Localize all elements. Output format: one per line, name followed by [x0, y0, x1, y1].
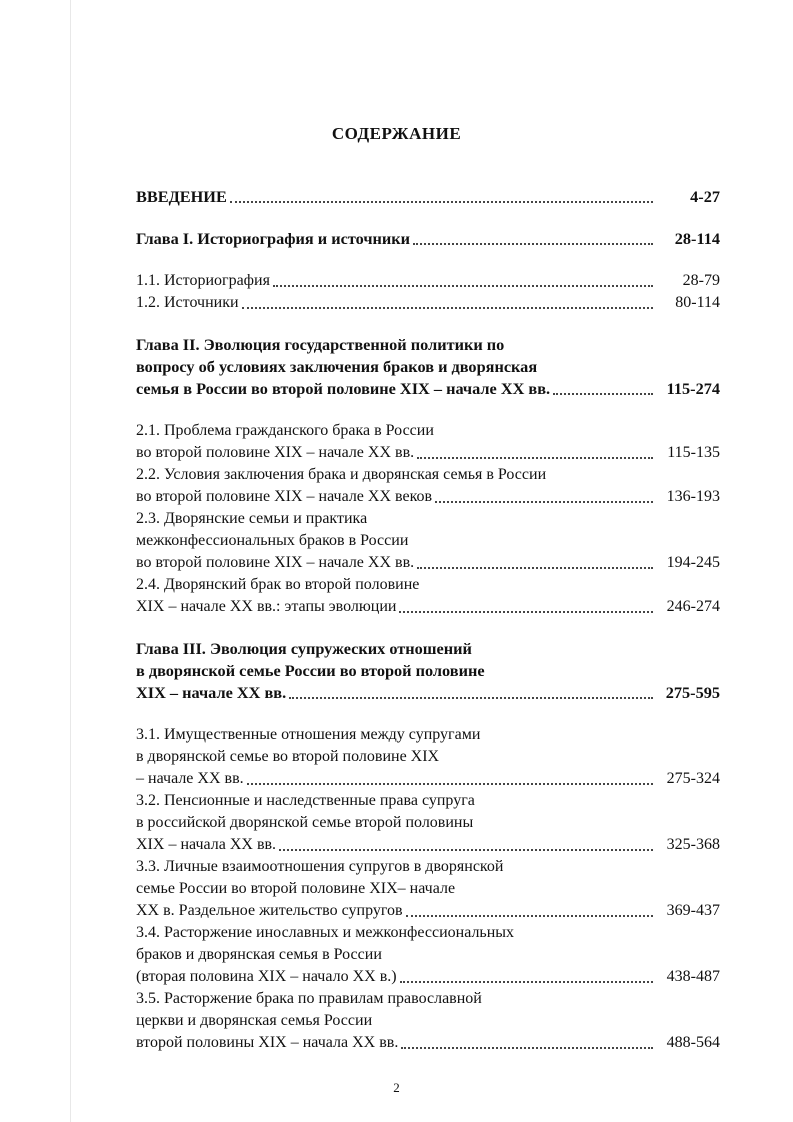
- dot-leader: [273, 285, 653, 287]
- toc-entry-line: 3.2. Пенсионные и наследственные права супруга: [136, 792, 475, 809]
- dot-leader: [417, 567, 653, 569]
- toc-entry-line: 2.2. Условия заключения брака и дворянская семья в России: [136, 466, 547, 483]
- toc-page-range: 438-487: [666, 968, 720, 985]
- toc-entry-line: Глава III. Эволюция супружеских отношений: [136, 639, 472, 658]
- page-number: 2: [393, 1080, 400, 1095]
- table-of-contents: [136, 186, 720, 1054]
- toc-page-range: 115-135: [667, 444, 720, 461]
- page-title: СОДЕРЖАНИЕ: [331, 124, 462, 143]
- dot-leader: [435, 501, 653, 503]
- toc-entry-line: семья в России во второй половине XIX – начале XX вв.: [136, 379, 551, 398]
- toc-entry-line: в российской дворянской семье второй половины: [136, 814, 474, 831]
- toc-entry-line: 2.4. Дворянский брак во второй половине: [136, 576, 420, 593]
- toc-entry-line: – начале XX вв.: [136, 770, 244, 787]
- toc-page-range: 246-274: [666, 598, 720, 615]
- toc-entry-line: браков и дворянская семья в России: [136, 946, 382, 963]
- toc-entry-line: 3.4. Расторжение инославных и межконфессиональных: [136, 924, 515, 941]
- toc-entry-section-2-1[interactable]: [136, 420, 720, 464]
- toc-entry-text: ВВЕДЕНИЕ: [136, 187, 227, 206]
- toc-entry-section-3-5[interactable]: [136, 988, 720, 1054]
- toc-entry-section-2-4[interactable]: [136, 574, 720, 618]
- dot-leader: [406, 915, 653, 917]
- toc-entry-text: Глава I. Историография и источники: [136, 229, 411, 248]
- toc-entry-line: в дворянской семье во второй половине XIX: [136, 748, 440, 765]
- dot-leader: [413, 243, 653, 245]
- toc-page-range: 80-114: [675, 294, 720, 311]
- toc-entry-line: вопросу об условиях заключения браков и дворянская: [136, 357, 538, 376]
- toc-entry-line: (вторая половина XIX – начало XX в.): [136, 968, 397, 985]
- toc-entry-line: 2.1. Проблема гражданского брака в России: [136, 422, 434, 439]
- toc-page-range: 369-437: [666, 902, 720, 919]
- toc-page-range: 28-79: [682, 272, 720, 289]
- toc-entry-line: 2.3. Дворянские семьи и практика: [136, 510, 368, 527]
- dot-leader: [400, 981, 653, 983]
- dot-leader: [242, 307, 653, 309]
- toc-entry-line: 3.1. Имущественные отношения между супругами: [136, 726, 481, 743]
- toc-entry-line: во второй половине XIX – начале XX вв.: [136, 444, 415, 461]
- toc-page-range: 275-595: [665, 683, 720, 702]
- toc-entry-chapter-1[interactable]: [136, 228, 720, 250]
- dot-leader: [401, 1047, 653, 1049]
- toc-entry-section-3-1[interactable]: [136, 724, 720, 790]
- toc-entry-line: 3.5. Расторжение брака по правилам православной: [136, 990, 482, 1007]
- toc-entry-line: церкви и дворянская семья России: [136, 1012, 373, 1029]
- toc-entry-line: второй половины XIX – начала XX вв.: [136, 1034, 399, 1051]
- dot-leader: [399, 611, 653, 613]
- toc-entry-line: XIX – начале XX вв.: [136, 683, 287, 702]
- toc-entry-chapter-3[interactable]: [136, 638, 720, 704]
- dot-leader: [417, 457, 653, 459]
- toc-entry-section-2-3[interactable]: [136, 508, 720, 574]
- toc-page-range: 488-564: [666, 1034, 720, 1051]
- page-edge-line: [70, 0, 71, 1122]
- dot-leader: [553, 393, 653, 395]
- toc-entry-section-2-2[interactable]: [136, 464, 720, 508]
- toc-entry-line: Глава II. Эволюция государственной политики по: [136, 335, 505, 354]
- dot-leader: [247, 783, 653, 785]
- toc-entry-section-1-2[interactable]: [136, 292, 720, 314]
- toc-entry-chapter-2[interactable]: [136, 334, 720, 400]
- toc-entry-line: 3.3. Личные взаимоотношения супругов в дворянской: [136, 858, 504, 875]
- toc-page-range: 136-193: [666, 488, 720, 505]
- toc-page-range: 4-27: [690, 187, 720, 206]
- toc-entry-line: во второй половине XIX – начале XX вв.: [136, 554, 415, 571]
- toc-entry-line: XX в. Раздельное жительство супругов: [136, 902, 403, 919]
- toc-entry-line: межконфессиональных браков в России: [136, 532, 409, 549]
- toc-entry-introduction[interactable]: [136, 186, 720, 208]
- toc-entry-section-1-1[interactable]: [136, 270, 720, 292]
- toc-entry-section-3-2[interactable]: [136, 790, 720, 856]
- toc-entry-text: 1.2. Источники: [136, 294, 239, 311]
- dot-leader: [279, 849, 653, 851]
- toc-entry-line: XIX – начала XX вв.: [136, 836, 277, 853]
- toc-entry-section-3-4[interactable]: [136, 922, 720, 988]
- toc-page-range: 115-274: [666, 379, 720, 398]
- toc-entry-line: в дворянской семье России во второй половине: [136, 661, 485, 680]
- toc-entry-line: XIX – начале XX вв.: этапы эволюции: [136, 598, 397, 615]
- toc-page-range: 275-324: [666, 770, 720, 787]
- toc-page-range: 28-114: [674, 229, 720, 248]
- toc-entry-section-3-3[interactable]: [136, 856, 720, 922]
- toc-page-range: 194-245: [666, 554, 720, 571]
- toc-entry-line: семье России во второй половине XIX– начале: [136, 880, 456, 897]
- toc-entry-text: 1.1. Историография: [136, 272, 270, 289]
- toc-entry-line: во второй половине XIX – начале XX веков: [136, 488, 433, 505]
- dot-leader: [230, 201, 653, 203]
- dot-leader: [289, 697, 653, 699]
- toc-page-range: 325-368: [666, 836, 720, 853]
